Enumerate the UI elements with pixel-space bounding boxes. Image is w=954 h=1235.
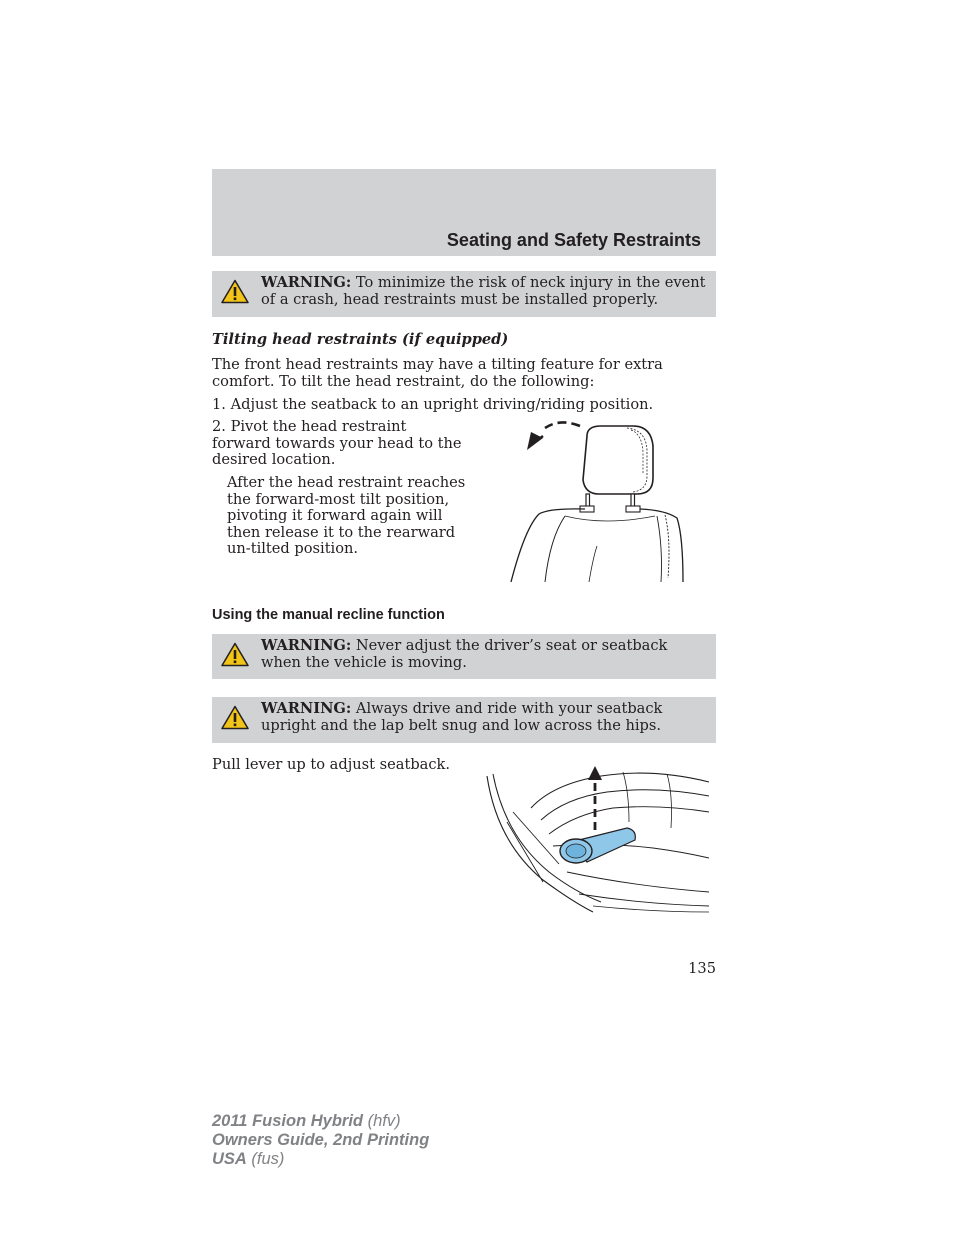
warning-triangle-icon [221, 642, 249, 667]
tilting-heading: Tilting head restraints (if equipped) [212, 331, 509, 348]
warning-text: Never adjust the driver’s seat or seatback when the vehicle is moving. [261, 637, 668, 671]
warning-box-neck-injury [212, 271, 716, 317]
recline-instruction: Pull lever up to adjust seatback. [212, 756, 451, 773]
footer-model: 2011 Fusion Hybrid [212, 1112, 363, 1130]
tilting-step-1: 1. Adjust the seatback to an upright driving/riding position. [212, 396, 654, 413]
tilting-step-2: 2. Pivot the head restraint forward towards your head to the desired location. [212, 418, 462, 468]
tilting-note: After the head restraint reaches the forward-most tilt position, pivoting it forward again will then release it to the rearward un-tilted position. [227, 474, 466, 557]
recline-lever-illustration [483, 762, 713, 920]
footer-market: USA [212, 1150, 247, 1168]
head-restraint-illustration [505, 418, 690, 586]
warning-text: To minimize the risk of neck injury in the event of a crash, head restraints must be installed properly. [261, 274, 706, 308]
recline-heading: Using the manual recline function [212, 607, 445, 623]
footer-market-code: (fus) [246, 1150, 285, 1168]
page-number: 135 [688, 960, 716, 977]
footer-edition: Owners Guide, 2nd Printing [212, 1131, 430, 1149]
warning-triangle-icon [221, 705, 249, 730]
section-title: Seating and Safety Restraints [446, 230, 701, 250]
warning-label: WARNING: [261, 274, 352, 291]
warning-label: WARNING: [261, 700, 352, 717]
warning-box-seat-adjust [212, 634, 716, 679]
document-footer [212, 1112, 429, 1169]
warning-triangle-icon [221, 279, 249, 304]
warning-label: WARNING: [261, 637, 352, 654]
tilting-intro: The front head restraints may have a tilting feature for extra comfort. To tilt the head restraint, do the following: [212, 356, 663, 390]
footer-model-code: (hfv) [362, 1112, 401, 1130]
section-header-band [212, 169, 716, 256]
warning-text: Always drive and ride with your seatback upright and the lap belt snug and low across the hips. [261, 700, 663, 734]
warning-box-seatback-upright [212, 697, 716, 743]
